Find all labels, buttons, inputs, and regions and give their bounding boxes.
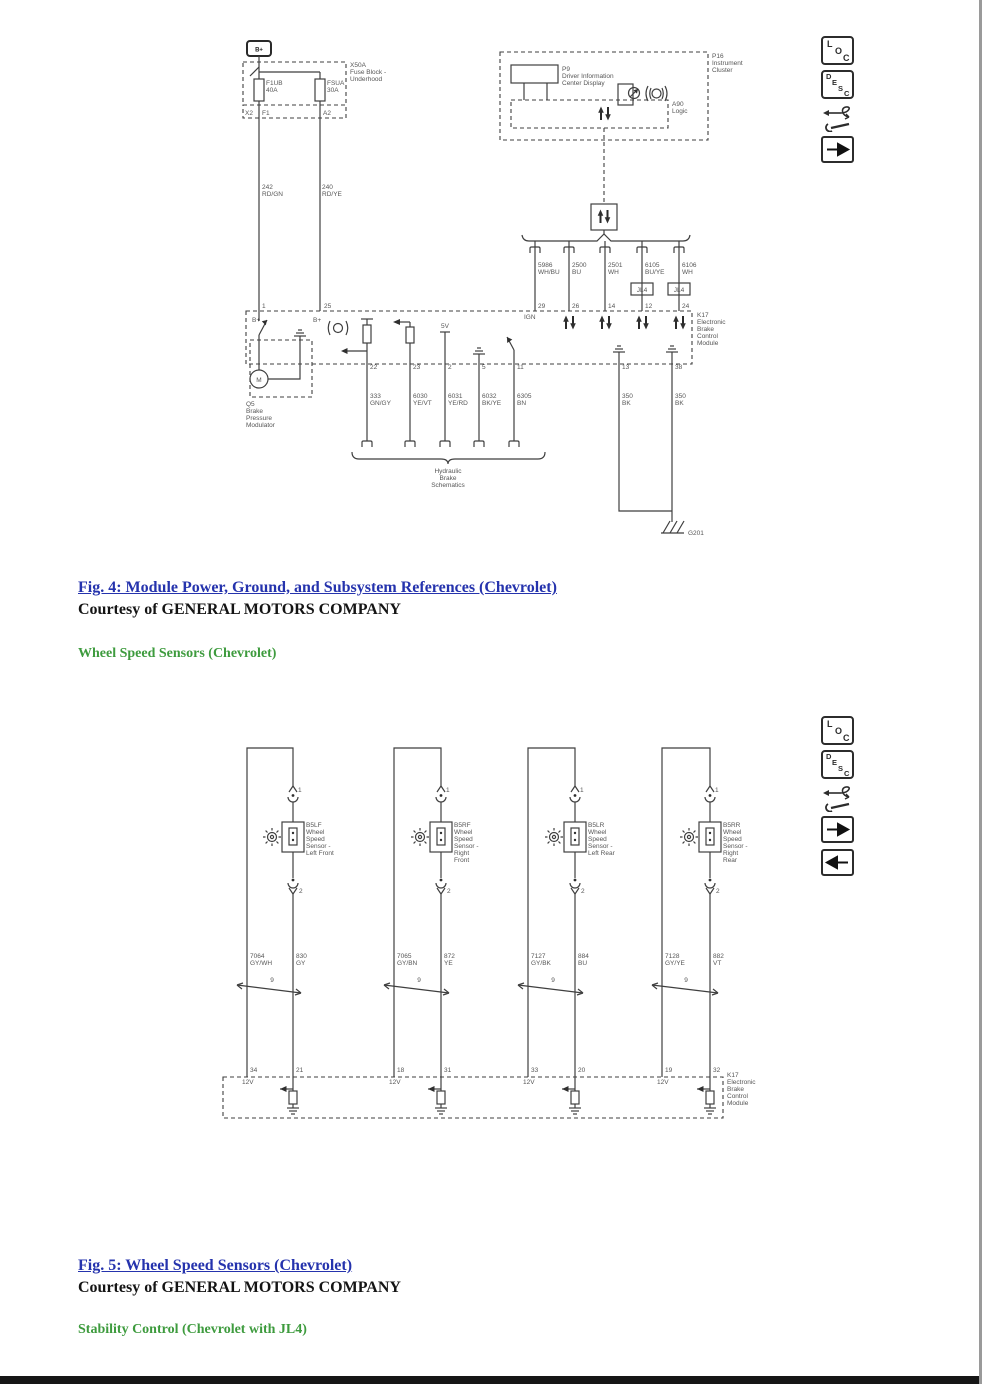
fig4-courtesy: Courtesy of GENERAL MOTORS COMPANY: [78, 601, 401, 618]
wire-code: 884: [578, 953, 589, 960]
module-wire: [440, 364, 468, 447]
sensor-name: Sensor -: [454, 843, 479, 850]
modulator-name: Modulator: [246, 422, 275, 429]
inline-connector-1: [288, 786, 298, 802]
pin-number: 2: [299, 888, 303, 895]
fig5-caption-link[interactable]: Fig. 5: Wheel Speed Sensors (Chevrolet): [78, 1257, 353, 1274]
pin-number: 13: [622, 364, 630, 371]
wire-code: 2500: [572, 262, 587, 269]
loc-letter: C: [843, 53, 850, 63]
logic-id: A90: [672, 101, 684, 108]
abs-indicator-lamp-icon: [618, 84, 640, 105]
twist-note: 9: [551, 977, 555, 984]
pin-number: 20: [578, 1067, 586, 1074]
sensor-name: Wheel: [723, 829, 742, 836]
modulator-name: Brake: [246, 408, 263, 415]
twist-note: 9: [684, 977, 688, 984]
wheel-speed-sensor-circuit-rr: [652, 748, 748, 1114]
pin-function-label: 12V: [657, 1079, 669, 1086]
sensor-name: Wheel: [454, 829, 473, 836]
wire-code: 6031: [448, 393, 463, 400]
fuse-f1ub-symbol: [254, 79, 264, 101]
wheel-speed-sensor-symbol: [411, 822, 452, 852]
harness-routing-wrench-icon[interactable]: [821, 104, 857, 132]
q5-brake-pressure-modulator: [246, 311, 312, 429]
k17-internal-components: [328, 319, 678, 364]
wire-code: 882: [713, 953, 724, 960]
connector-a2-label: A2: [323, 110, 331, 117]
a90-logic-box: [511, 100, 668, 128]
pin-number: 38: [675, 364, 683, 371]
module-name: Control: [727, 1093, 748, 1100]
grouping-brace: [352, 452, 545, 464]
window-bottom-edge: [0, 1376, 982, 1384]
pin13-ground: [613, 346, 625, 364]
pin-number: 25: [324, 303, 332, 310]
wire-code: 7128: [665, 953, 680, 960]
battery-feed: [247, 41, 320, 79]
wire-color: YE: [444, 960, 453, 967]
pin-number: 2: [581, 888, 585, 895]
sensor-name: Right: [723, 850, 739, 857]
wire-color: WH: [682, 269, 693, 276]
sensor-id: B5LR: [588, 822, 605, 829]
cluster-id: P16: [712, 53, 724, 60]
fig4-caption: [78, 577, 557, 599]
wire-color: BK: [675, 400, 684, 407]
pin-number: 1: [298, 787, 302, 794]
inline-connector-2: [288, 879, 298, 894]
ground-id-label: G201: [688, 530, 704, 537]
fuse2-id: FSUA: [327, 80, 345, 87]
abs-warning-symbol-icon: [646, 86, 667, 101]
bus-wire: [563, 241, 587, 330]
module-internal-resistor-ground: [280, 1077, 299, 1114]
jl4-tag-label: JL4: [636, 287, 648, 294]
module-name: Brake: [697, 326, 714, 333]
inline-connector-2: [436, 879, 446, 894]
pin-number: 14: [608, 303, 616, 310]
cluster-name: Instrument: [712, 60, 743, 67]
sensor-id: B5RF: [454, 822, 471, 829]
fig4-toolbar: [821, 36, 859, 169]
pin-number: 5: [482, 364, 486, 371]
wheel-speed-sensor-circuit-rf: [384, 748, 479, 1114]
gear-icon: [680, 828, 698, 846]
display-name2: Center Display: [562, 80, 605, 87]
pin-number: 23: [413, 364, 421, 371]
sensor-name: Sensor -: [306, 843, 331, 850]
module-wire: [509, 364, 532, 447]
twist-note: 9: [417, 977, 421, 984]
dic-display-symbol: [511, 65, 558, 83]
module-name: Electronic: [727, 1079, 756, 1086]
desc-button[interactable]: [821, 70, 854, 99]
pin-number: 1: [580, 787, 584, 794]
fuse1-id: F1UB: [266, 80, 283, 87]
serial-data-arrows: [598, 107, 611, 121]
pin-number: 11: [517, 364, 524, 371]
pin11-switch: [507, 337, 514, 364]
module-name: Module: [727, 1100, 749, 1107]
pin-function-label: 12V: [242, 1079, 254, 1086]
wire-color: GN/GY: [370, 400, 391, 407]
loc-button[interactable]: [821, 36, 854, 65]
wheel-speed-sensor-symbol: [263, 822, 304, 852]
wire-code: 7065: [397, 953, 412, 960]
loc-letter: C: [843, 733, 850, 743]
desc-letter: E: [832, 78, 838, 87]
pin-number: 22: [370, 364, 378, 371]
loc-letter: L: [827, 39, 833, 49]
module-wire: [474, 364, 502, 447]
sensor-name: Right: [454, 850, 470, 857]
module-name: Module: [697, 340, 719, 347]
fuse-fsua-symbol: [315, 79, 325, 101]
gear-icon: [263, 828, 281, 846]
wire-color: GY/BK: [531, 960, 551, 967]
sensor-name: Speed: [723, 836, 742, 843]
module-wire: [405, 364, 432, 447]
wire-color: GY: [296, 960, 306, 967]
bus-wire: [631, 241, 665, 330]
ground-symbol: [613, 346, 625, 352]
loc-letter: O: [835, 726, 843, 736]
inline-connector-1: [436, 786, 446, 802]
right-arrow-icon: [827, 824, 848, 835]
fuse-block-id: X50A: [350, 62, 366, 69]
fuse-block-x50a: [243, 62, 386, 118]
k17-module: [223, 1072, 756, 1118]
wire-code: 350: [675, 393, 686, 400]
wire-code: 6106: [682, 262, 697, 269]
wheel-speed-sensor-circuit-lr: [518, 748, 616, 1114]
pin-number: 21: [296, 1067, 304, 1074]
section-heading-stability-control: Stability Control (Chevrolet with JL4): [78, 1322, 307, 1337]
gear-icon: [411, 828, 429, 846]
module-id: K17: [727, 1072, 739, 1079]
wire-code: 872: [444, 953, 455, 960]
bus-wire: [524, 241, 560, 321]
wire-code: 6030: [413, 393, 428, 400]
module-internal-resistor-ground: [428, 1077, 447, 1114]
wire-code: 6032: [482, 393, 497, 400]
connector-f1-label: F1: [262, 110, 270, 117]
wire-color: WH/BU: [538, 269, 560, 276]
inline-connector-2: [705, 879, 715, 894]
wire-color: BU: [578, 960, 588, 967]
wheel-speed-sensor-symbol: [680, 822, 721, 852]
jl4-tag-label: JL4: [673, 287, 685, 294]
pin-number: 1: [715, 787, 719, 794]
section-heading-wheel-speed-sensors: Wheel Speed Sensors (Chevrolet): [78, 646, 277, 661]
wire-code: 5986: [538, 262, 553, 269]
wire-color: RD/YE: [322, 191, 342, 198]
ground-wires: [619, 364, 704, 537]
next-diagram-button[interactable]: [821, 136, 854, 163]
wire-color: GY/BN: [397, 960, 418, 967]
pin-number: 31: [444, 1067, 452, 1074]
wire-color: BU: [572, 269, 582, 276]
wire-code: 6105: [645, 262, 660, 269]
wire-color: GY/WH: [250, 960, 273, 967]
sensor-name: Speed: [454, 836, 473, 843]
module-name: Electronic: [697, 319, 726, 326]
hydraulic-ref-label: Schematics: [431, 482, 465, 489]
wire-color: WH: [608, 269, 619, 276]
hydraulic-ref-label: Brake: [439, 475, 457, 482]
fig4-caption-link[interactable]: Fig. 4: Module Power, Ground, and Subsystem References (Chevrolet): [78, 579, 557, 596]
sensor-name: Wheel: [588, 829, 607, 836]
wire-code: 240: [322, 184, 333, 191]
pin-number: 1: [262, 303, 266, 310]
wire-code: 7127: [531, 953, 546, 960]
module-wire: [362, 364, 392, 447]
5v-label: 5V: [441, 323, 449, 330]
pin2-5v-reference: [440, 323, 450, 364]
display-name: Driver Information: [562, 73, 614, 80]
desc-letter: S: [838, 84, 844, 93]
inline-connector-1: [570, 786, 580, 802]
left-arrow-icon: [827, 857, 848, 868]
inline-connector-2: [570, 879, 580, 894]
module-id: K17: [697, 312, 709, 319]
wire-code: 830: [296, 953, 307, 960]
battery-feed-wires: [259, 101, 343, 311]
display-id: P9: [562, 66, 570, 73]
sensor-name: Left Front: [306, 850, 334, 857]
desc-letter: C: [844, 89, 850, 98]
harness-routing-wrench-icon[interactable]: [821, 784, 857, 812]
wire-color: YE/RD: [448, 400, 468, 407]
battery-label: B+: [255, 47, 263, 54]
sensor-name: Wheel: [306, 829, 325, 836]
modulator-name: Pressure: [246, 415, 273, 422]
sensor-name: Sensor -: [588, 843, 613, 850]
module-internal-resistor-ground: [697, 1077, 716, 1114]
fuse1-rating: 40A: [266, 87, 278, 94]
bplus-terminal-label: B+: [313, 317, 322, 324]
loc-letter: O: [835, 46, 843, 56]
sensor-name: Speed: [588, 836, 607, 843]
cluster-name2: Cluster: [712, 67, 733, 74]
connector-x2-label: X2: [245, 110, 253, 117]
sensor-name: Sensor -: [723, 843, 748, 850]
fuse2-rating: 30A: [327, 87, 339, 94]
pin-number: 26: [572, 303, 580, 310]
sensor-name: Left Rear: [588, 850, 615, 857]
loc-button[interactable]: [821, 716, 854, 745]
wire-color: BK: [622, 400, 631, 407]
previous-diagram-button[interactable]: [821, 849, 854, 876]
desc-letter: D: [826, 752, 832, 761]
fig5-courtesy: Courtesy of GENERAL MOTORS COMPANY: [78, 1279, 401, 1296]
pin-function-label: IGN: [524, 314, 536, 321]
desc-letter: C: [844, 769, 850, 778]
pin-number: 33: [531, 1067, 539, 1074]
pin-number: 34: [250, 1067, 258, 1074]
pin-number: 2: [716, 888, 720, 895]
pin-number: 29: [538, 303, 546, 310]
sensor-name: Speed: [306, 836, 325, 843]
wire-color: YE/VT: [413, 400, 432, 407]
serial-data-box: [591, 204, 617, 230]
hydraulic-wires: [352, 364, 545, 489]
pin-number: 19: [665, 1067, 673, 1074]
pin-number: 2: [447, 888, 451, 895]
pin22-resistor: [361, 319, 373, 364]
ground-symbol: [294, 330, 306, 336]
pin-function-label: 12V: [523, 1079, 535, 1086]
wire-color: BU/YE: [645, 269, 665, 276]
wire-color: BK/YE: [482, 400, 502, 407]
pin-number: 1: [446, 787, 450, 794]
wire-code: 2501: [608, 262, 623, 269]
fuse-block-name: Fuse Block -: [350, 69, 387, 76]
desc-button[interactable]: [821, 750, 854, 779]
module-internal-resistor-ground: [562, 1077, 581, 1114]
brake-warning-indicator-icon: [328, 321, 367, 354]
pin-number: 12: [645, 303, 653, 310]
pin-number: 32: [713, 1067, 721, 1074]
fuse-block-name2: Underhood: [350, 76, 383, 83]
pin23-resistor: [393, 319, 414, 364]
bus-wire: [599, 241, 623, 330]
desc-letter: D: [826, 72, 832, 81]
fig5-toolbar: [821, 716, 859, 882]
desc-letter: S: [838, 764, 844, 773]
sensor-id: B5LF: [306, 822, 322, 829]
pin5-ground: [473, 348, 485, 364]
instrument-cluster-p16: [500, 52, 743, 140]
desc-letter: E: [832, 758, 838, 767]
wire-color: VT: [713, 960, 722, 967]
sensor-name: Front: [454, 857, 470, 864]
hydraulic-ref-label: Hydraulic: [434, 468, 462, 475]
pin38-ground: [666, 346, 678, 364]
sensor-name: Rear: [723, 857, 738, 864]
wire-code: 350: [622, 393, 633, 400]
ground-symbol: [666, 346, 678, 352]
ground-symbol: [473, 348, 485, 354]
wire-code: 7064: [250, 953, 265, 960]
motor-label: M: [256, 377, 262, 384]
pin-function-label: 12V: [389, 1079, 401, 1086]
pin-number: 24: [682, 303, 690, 310]
bplus-terminal-label: B+: [252, 317, 261, 324]
logic-name: Logic: [672, 108, 688, 115]
pin-number: 18: [397, 1067, 405, 1074]
serial-bus-wires: [524, 241, 697, 330]
serial-data-link: [522, 128, 690, 241]
k17-module: [246, 311, 726, 364]
modulator-id: Q5: [246, 401, 255, 408]
gear-icon: [545, 828, 563, 846]
wire-code: 333: [370, 393, 381, 400]
wire-color: GY/YE: [665, 960, 685, 967]
pin-number: 2: [448, 364, 452, 371]
wire-color: RD/GN: [262, 191, 283, 198]
loc-letter: L: [827, 719, 833, 729]
right-arrow-icon: [827, 144, 848, 155]
next-diagram-button[interactable]: [821, 816, 854, 843]
module-name: Control: [697, 333, 718, 340]
sensor-id: B5RR: [723, 822, 741, 829]
wire-code: 6305: [517, 393, 532, 400]
twist-note: 9: [270, 977, 274, 984]
fig5-caption: [78, 1255, 352, 1277]
wire-code: 242: [262, 184, 273, 191]
g201-ground-symbol: [661, 521, 684, 533]
module-name: Brake: [727, 1086, 744, 1093]
inline-connector-1: [705, 786, 715, 802]
wheel-speed-sensor-circuit-lf: [237, 748, 334, 1114]
wheel-speed-sensor-symbol: [545, 822, 586, 852]
wire-color: BN: [517, 400, 527, 407]
